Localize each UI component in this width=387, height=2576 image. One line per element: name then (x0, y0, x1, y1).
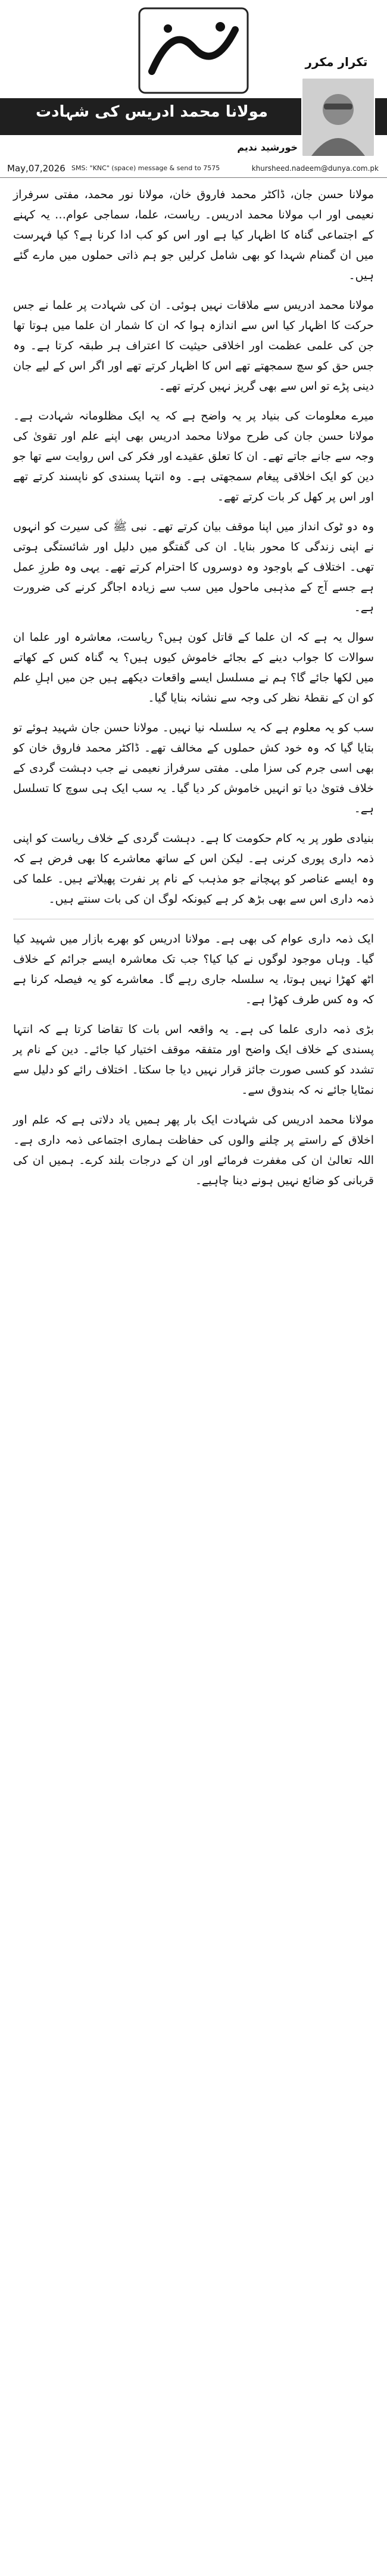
paragraph: وہ دو ٹوک انداز میں اپنا موقف بیان کرتے تھے۔ نبی ﷺ کی سیرت کو انہوں نے اپنی زندگی کا محور بنایا۔ ان کی گفتگو میں دلیل اور شائستگی ہوتی تھی۔ اختلاف کے باوجود وہ دوسروں کا احترام کرتے تھے۔ یہی وہ طرزِ عمل ہے جسے آج کے مذہبی ماحول میں سب سے زیادہ اجاگر کرنے کی ضرورت ہے۔ (13, 520, 374, 614)
meta-bar (0, 162, 387, 178)
author-email[interactable]: khursheed.nadeem@dunya.com.pk (251, 164, 379, 173)
paragraph: مولانا محمد ادریس سے ملاقات نہیں ہوئی۔ ان کی شہادت پر علما نے جس حرکت کا اظہار کیا اس سے اندازہ ہوا کہ ان کا شمار ان علما میں ہوتا تھا جن کی علمی عظمت اور اخلاقی حیثیت کا اعتراف ہر طبقہ کرتا ہے۔ وہ جس حق کو سچ سمجھتے تھے اس کا اظہار کرتے تھے اور اگر اس کے لیے جان دینی پڑے تو اس سے بھی گریز نہیں کرتے تھے۔ (13, 299, 374, 393)
publish-date: May,07,2026 (7, 163, 65, 174)
paragraph: مولانا حسن جان، ڈاکٹر محمد فاروق خان، مولانا نور محمد، مفتی سرفراز نعیمی اور اب مولانا محمد ادریس۔ ریاست، علما، سماجی عوام… یہ کہنے کے اجتماعی گناہ کا اظہار کیا ہے اور اس کو کب ادا کرنا ہے؟ کیا فہرست میں ان گمنام شہدا کو بھی شامل کرلیں جو ہم ذاتی حملوں میں مارے گئے ہیں۔ (13, 188, 374, 282)
paragraph: سب کو یہ معلوم ہے کہ یہ سلسلہ نیا نہیں۔ مولانا حسن جان شہید ہوئے تو بتایا گیا کہ وہ خود کش حملوں کے مخالف تھے۔ ڈاکٹر محمد فاروق خان کو بھی اسی جرم کی سزا ملی۔ مفتی سرفراز نعیمی نے جب دہشت گردی کے خلاف فتویٰ دیا تو انہیں خاموش کر دیا گیا۔ یہ سب ایک ہی سوچ کا تسلسل ہے۔ (13, 721, 374, 815)
paragraph: میرے معلومات کی بنیاد پر یہ واضح ہے کہ یہ ایک مظلومانہ شہادت ہے۔ مولانا حسن جان کی طرح مولانا محمد ادریس بھی اپنے علم اور تقویٰ کی وجہ سے جانے جاتے تھے۔ ان کا تعلق عقیدے اور فکر کی اس روایت سے تھا جو دین کو ایک اخلاقی پیغام سمجھتی ہے۔ وہ انتہا پسندی کو ناپسند کرتے تھے اور اس پر کھل کر بات کرتے تھے۔ (13, 409, 374, 503)
author-photo (301, 77, 375, 157)
article-body (13, 184, 374, 1200)
paragraph: ایک ذمہ داری عوام کی بھی ہے۔ مولانا ادریس کو بھرے بازار میں شہید کیا گیا۔ وہاں موجود لوگوں نے کیا کیا؟ جب تک معاشرہ ایسے جرائم کے خلاف اٹھ کھڑا نہیں ہوتا، یہ سلسلہ جاری رہے گا۔ معاشرے کو یہ فیصلہ کرنا ہے کہ وہ کس طرف کھڑا ہے۔ (13, 932, 374, 1006)
paragraph: مولانا محمد ادریس کی شہادت ایک بار پھر ہمیں یاد دلاتی ہے کہ علم اور اخلاق کے راستے پر چلنے والوں کی حفاظت ہماری اجتماعی ذمہ داری ہے۔ اللہ تعالیٰ ان کی مغفرت فرمائے اور ان کے درجات بلند کرے۔ ہمیں ان کی قربانی کو ضائع نہیں ہونے دینا چاہیے۔ (13, 1113, 374, 1187)
paragraph: سوال یہ ہے کہ ان علما کے قاتل کون ہیں؟ ریاست، معاشرہ اور علما ان سوالات کا جواب دینے کے بجائے خاموش کیوں ہیں؟ یہ گناہ کس کے کھاتے میں لکھا جائے گا؟ ہم نے مسلسل ایسے واقعات دیکھے ہیں جن میں اہلِ علم کو ان کے نقطۂ نظر کی وجہ سے نشانہ بنایا گیا۔ (13, 631, 374, 705)
sms-line: SMS: "KNC" (space) message & send to 7575 (71, 164, 220, 172)
dunya-logo-icon (137, 6, 250, 95)
article-headline: مولانا محمد ادریس کی شہادت (36, 103, 268, 121)
masthead (0, 0, 387, 179)
author-name: خورشید ندیم (237, 142, 298, 153)
paragraph: بڑی ذمہ داری علما کی ہے۔ یہ واقعہ اس بات کا تقاضا کرتا ہے کہ انتہا پسندی کے خلاف ایک واضح اور متفقہ موقف اختیار کیا جائے۔ دین کے نام پر تشدد کو کسی صورت جائز قرار نہیں دیا جا سکتا۔ اختلاف رائے کو دلیل سے نمٹایا جائے نہ کہ بندوق سے۔ (13, 1023, 374, 1097)
author-photo-icon (302, 79, 374, 156)
dunya-logo (137, 6, 250, 95)
paragraph: بنیادی طور پر یہ کام حکومت کا ہے۔ دہشت گردی کے خلاف ریاست کو اپنی ذمہ داری پوری کرنی ہے۔ لیکن اس کے ساتھ معاشرے کا بھی فرض ہے کہ وہ ایسے عناصر کو پہچانے جو مذہب کے نام پر نفرت پھیلاتے ہیں۔ علما کی ذمہ داری اس سے بھی بڑھ کر ہے کیونکہ لوگ ان کی بات سنتے ہیں۔ (13, 832, 374, 906)
column-title: تکرار مکرر (305, 55, 368, 69)
